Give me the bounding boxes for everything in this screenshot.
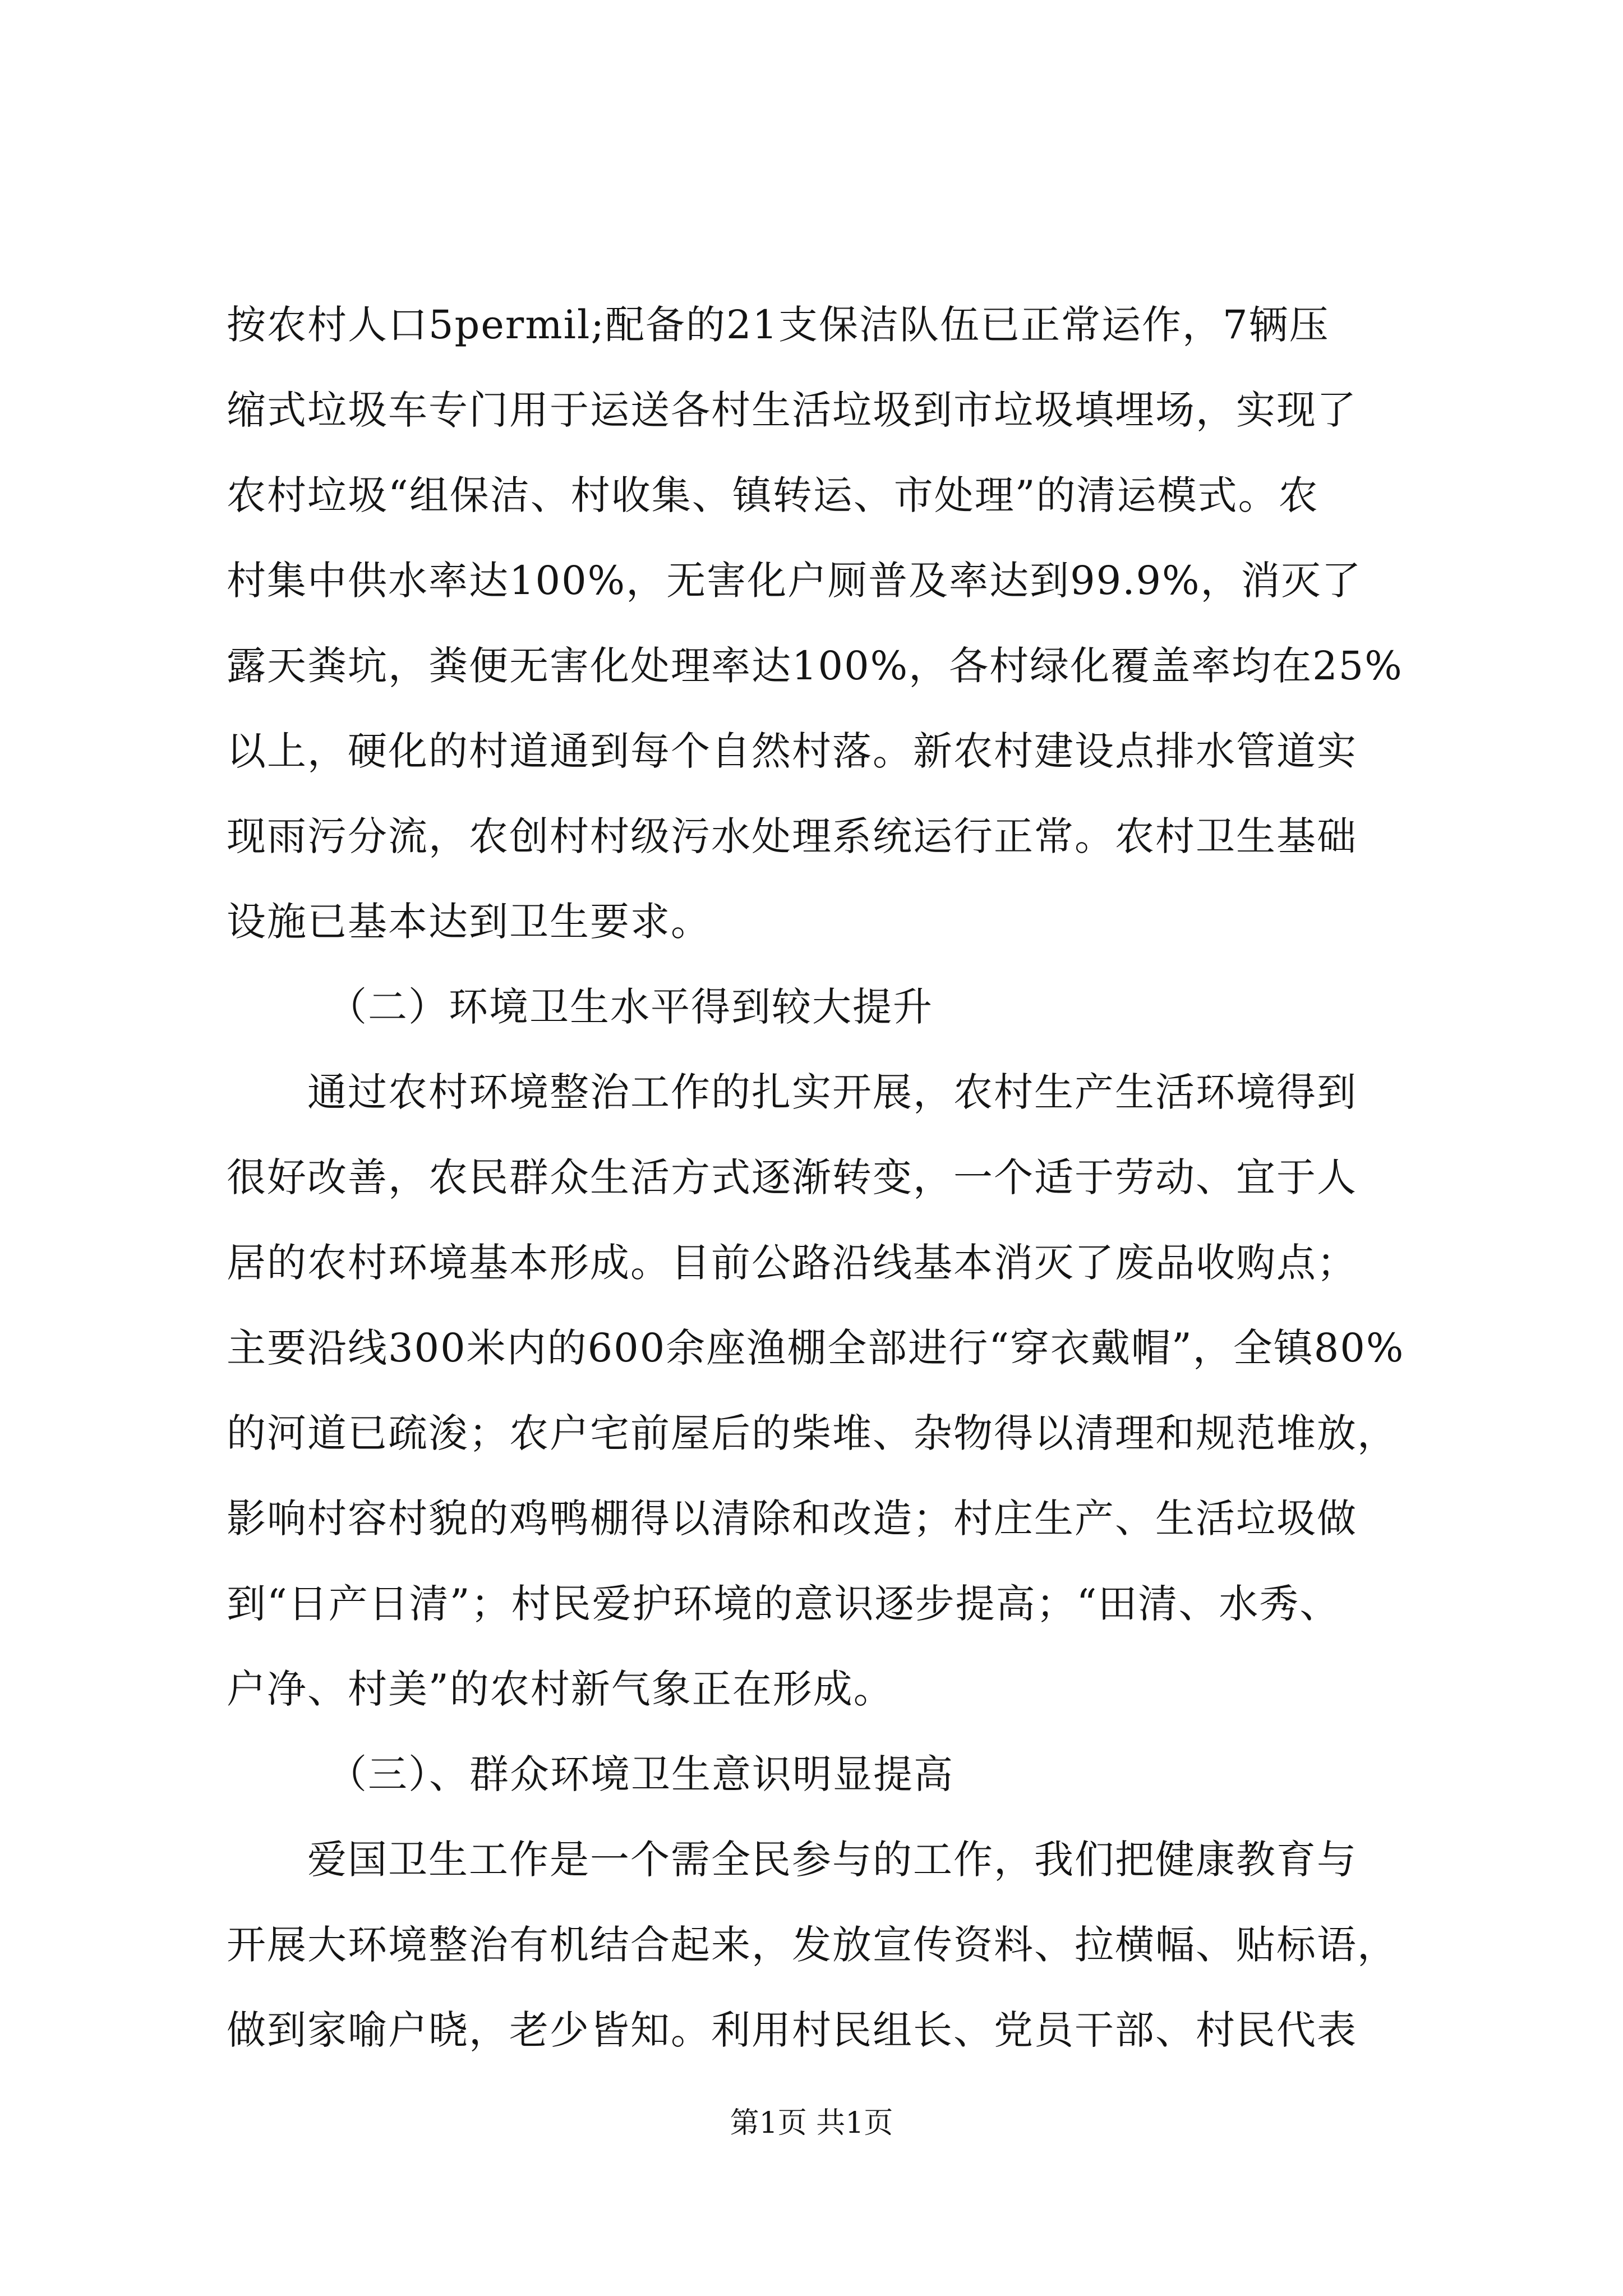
text-line: 以上，硬化的村道通到每个自然村落。新农村建设点排水管道实 <box>227 728 1357 774</box>
text-line: 到“日产日清”；村民爱护环境的意识逐步提高；“田清、水秀、 <box>227 1581 1340 1627</box>
section-heading-3: （三）、群众环境卫生意识明显提高 <box>328 1751 954 1797</box>
paragraph-first-line: 爱国卫生工作是一个需全民参与的工作，我们把健康教育与 <box>307 1837 1357 1883</box>
text-line: 影响村容村貌的鸡鸭棚得以清除和改造；村庄生产、生活垃圾做 <box>227 1496 1357 1542</box>
text-line: 居的农村环境基本形成。目前公路沿线基本消灭了废品收购点； <box>227 1240 1357 1286</box>
text-line: 现雨污分流，农创村村级污水处理系统运行正常。农村卫生基础 <box>227 813 1357 859</box>
section-heading-2: （二）环境卫生水平得到较大提升 <box>328 984 933 1030</box>
text-line: 的河道已疏浚；农户宅前屋后的柴堆、杂物得以清理和规范堆放， <box>227 1410 1398 1456</box>
text-line: 缩式垃圾车专门用于运送各村生活垃圾到市垃圾填埋场，实现了 <box>227 387 1357 433</box>
text-line: 村集中供水率达100%，无害化户厕普及率达到99.9%，消灭了 <box>227 558 1362 604</box>
text-line: 做到家喻户晓，老少皆知。利用村民组长、党员干部、村民代表 <box>227 2007 1357 2053</box>
text-line: 设施已基本达到卫生要求。 <box>227 899 711 945</box>
text-line: 开展大环境整治有机结合起来，发放宣传资料、拉横幅、贴标语， <box>227 1922 1398 1968</box>
text-line: 农村垃圾“组保洁、村收集、镇转运、市处理”的清运模式。农 <box>227 472 1319 518</box>
text-line: 户净、村美”的农村新气象正在形成。 <box>227 1666 894 1712</box>
text-line: 很好改善，农民群众生活方式逐渐转变，一个适于劳动、宜于人 <box>227 1154 1357 1200</box>
document-body <box>227 282 1449 2073</box>
page-footer: 第1页 共1页 <box>730 2106 893 2140</box>
text-line: 露天粪坑，粪便无害化处理率达100%，各村绿化覆盖率均在25% <box>227 643 1403 689</box>
text-line: 按农村人口5permil;配备的21支保洁队伍已正常运作，7辆压 <box>227 302 1330 348</box>
paragraph-first-line: 通过农村环境整治工作的扎实开展，农村生产生活环境得到 <box>307 1069 1357 1115</box>
text-line: 主要沿线300米内的600余座渔棚全部进行“穿衣戴帽”，全镇80% <box>227 1325 1405 1371</box>
